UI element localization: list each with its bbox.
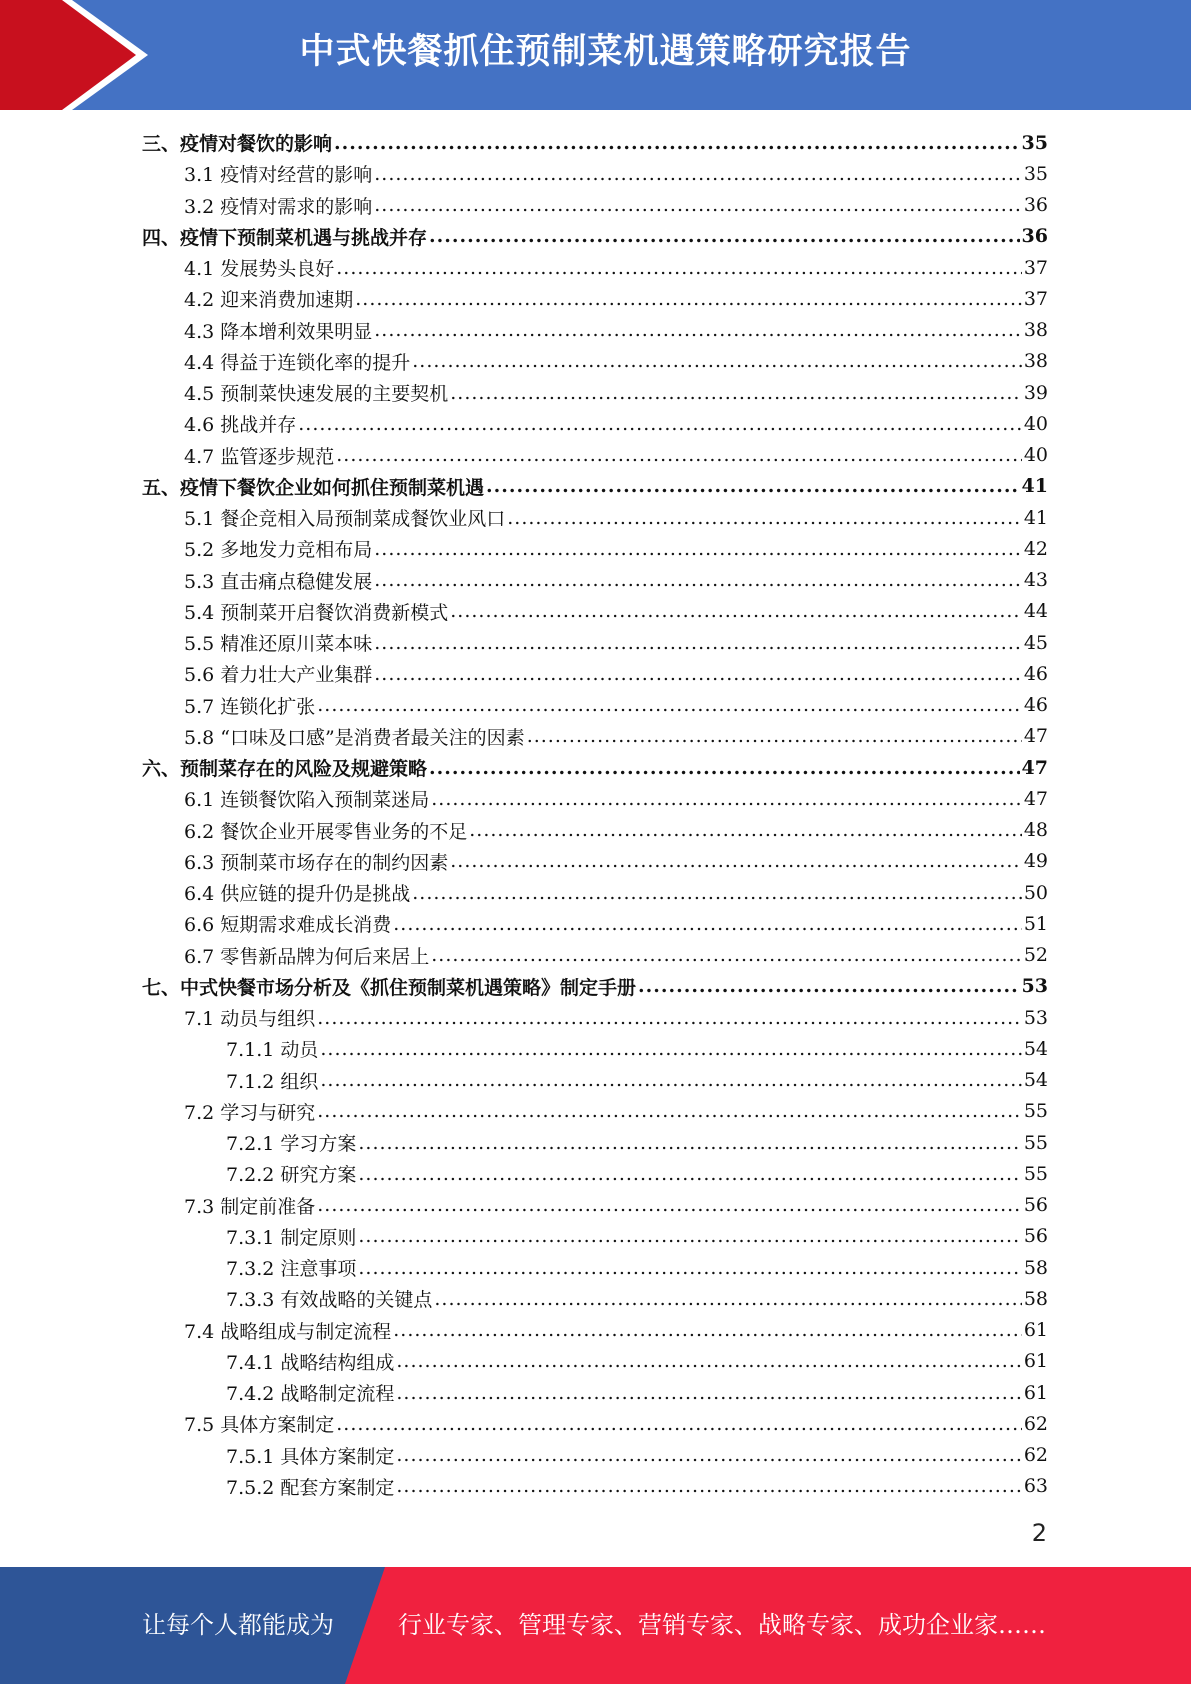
toc-chapter-entry[interactable] <box>142 127 1048 158</box>
toc-page-number: 53 <box>1023 1006 1048 1029</box>
toc-entry-title: 5.1 餐企竞相入局预制菜成餐饮业风口 <box>184 508 506 531</box>
toc-dot-leader <box>412 350 1022 372</box>
toc-section-entry[interactable] <box>142 1065 1048 1096</box>
toc-dot-leader <box>431 944 1022 966</box>
toc-section-entry[interactable] <box>142 1158 1048 1189</box>
toc-entry-title: 5.8 “口味及口感”是消费者最关注的因素 <box>184 726 525 749</box>
toc-chapter-entry[interactable] <box>142 471 1048 502</box>
toc-page-number: 46 <box>1023 662 1048 685</box>
footer-slogan-right: 行业专家、管理专家、营销专家、战略专家、成功企业家…… <box>398 1611 1046 1639</box>
toc-section-entry[interactable] <box>142 815 1048 846</box>
toc-section-entry[interactable] <box>142 658 1048 689</box>
toc-page-number: 40 <box>1023 412 1048 435</box>
toc-dot-leader <box>374 663 1022 685</box>
toc-page-number: 46 <box>1023 694 1048 717</box>
toc-chapter-entry[interactable] <box>142 221 1048 252</box>
toc-entry-title: 7.5.1 具体方案制定 <box>226 1445 395 1468</box>
toc-dot-leader <box>431 788 1022 810</box>
toc-page-number: 63 <box>1023 1475 1048 1498</box>
toc-entry-title: 7.3 制定前准备 <box>184 1195 316 1218</box>
toc-page-number: 41 <box>1021 475 1048 498</box>
toc-entry-title: 四、疫情下预制菜机遇与挑战并存 <box>142 226 428 249</box>
toc-page-number: 58 <box>1023 1256 1048 1279</box>
toc-page-number: 38 <box>1023 319 1048 342</box>
toc-section-entry[interactable] <box>142 1221 1048 1252</box>
toc-dot-leader <box>320 1069 1021 1091</box>
toc-entry-title: 6.4 供应链的提升仍是挑战 <box>184 883 411 906</box>
toc-section-entry[interactable] <box>142 596 1048 627</box>
toc-entry-title: 七、中式快餐市场分析及《抓住预制菜机遇策略》制定手册 <box>142 976 637 999</box>
toc-entry-title: 3.2 疫情对需求的影响 <box>184 195 373 218</box>
document-title: 中式快餐抓住预制菜机遇策略研究报告 <box>299 32 912 72</box>
toc-page-number: 36 <box>1023 194 1048 217</box>
toc-dot-leader <box>393 1319 1022 1341</box>
toc-entry-title: 5.6 着力壮大产业集群 <box>184 664 373 687</box>
toc-dot-leader <box>374 632 1022 654</box>
toc-entry-title: 3.1 疫情对经营的影响 <box>184 164 373 187</box>
toc-page-number: 53 <box>1021 975 1048 998</box>
toc-page-number: 37 <box>1023 287 1048 310</box>
toc-page-number: 47 <box>1023 725 1048 748</box>
toc-dot-leader <box>317 1007 1022 1029</box>
toc-dot-leader <box>393 913 1022 935</box>
toc-dot-leader <box>317 1100 1022 1122</box>
toc-page-number: 39 <box>1023 381 1048 404</box>
toc-section-entry[interactable] <box>142 502 1048 533</box>
toc-page-number: 52 <box>1023 944 1048 967</box>
toc-dot-leader <box>429 225 1020 247</box>
toc-entry-title: 6.7 零售新品牌为何后来居上 <box>184 945 430 968</box>
toc-page-number: 58 <box>1023 1287 1048 1310</box>
toc-entry-title: 6.2 餐饮企业开展零售业务的不足 <box>184 820 468 843</box>
toc-section-entry[interactable] <box>142 190 1048 221</box>
toc-page-number: 61 <box>1023 1350 1048 1373</box>
toc-dot-leader <box>317 694 1022 716</box>
toc-dot-leader <box>374 569 1022 591</box>
toc-page-number: 62 <box>1023 1444 1048 1467</box>
toc-entry-title: 7.5.2 配套方案制定 <box>226 1476 395 1499</box>
toc-section-entry[interactable] <box>142 908 1048 939</box>
toc-section-entry[interactable] <box>142 283 1048 314</box>
toc-entry-title: 4.3 降本增利效果明显 <box>184 320 373 343</box>
toc-dot-leader <box>336 444 1022 466</box>
toc-entry-title: 4.6 挑战并存 <box>184 414 297 437</box>
toc-page-number: 50 <box>1023 881 1048 904</box>
toc-section-entry[interactable] <box>142 1096 1048 1127</box>
toc-dot-leader <box>355 288 1022 310</box>
toc-section-entry[interactable] <box>142 252 1048 283</box>
toc-section-entry[interactable] <box>142 440 1048 471</box>
toc-dot-leader <box>374 319 1022 341</box>
toc-dot-leader <box>374 538 1022 560</box>
toc-entry-title: 5.7 连锁化扩张 <box>184 695 316 718</box>
toc-section-entry[interactable] <box>142 1440 1048 1471</box>
toc-section-entry[interactable] <box>142 1033 1048 1064</box>
toc-entry-title: 7.1 动员与组织 <box>184 1008 316 1031</box>
page-number: 2 <box>1031 1519 1047 1547</box>
toc-entry-title: 7.3.2 注意事项 <box>226 1258 357 1281</box>
toc-entry-title: 7.4 战略组成与制定流程 <box>184 1320 392 1343</box>
toc-section-entry[interactable] <box>142 377 1048 408</box>
toc-section-entry[interactable] <box>142 940 1048 971</box>
toc-section-entry[interactable] <box>142 877 1048 908</box>
toc-section-entry[interactable] <box>142 1408 1048 1439</box>
toc-page-number: 49 <box>1023 850 1048 873</box>
toc-page-number: 37 <box>1023 256 1048 279</box>
toc-section-entry[interactable] <box>142 1377 1048 1408</box>
toc-entry-title: 7.2.1 学习方案 <box>226 1133 357 1156</box>
toc-dot-leader <box>358 1225 1021 1247</box>
toc-page-number: 47 <box>1021 756 1048 779</box>
toc-dot-leader <box>450 382 1022 404</box>
toc-dot-leader <box>358 1257 1021 1279</box>
toc-section-entry[interactable] <box>142 1252 1048 1283</box>
toc-section-entry[interactable] <box>142 627 1048 658</box>
toc-page-number: 36 <box>1021 225 1048 248</box>
toc-page-number: 56 <box>1023 1225 1048 1248</box>
toc-section-entry[interactable] <box>142 565 1048 596</box>
toc-entry-title: 7.1.2 组织 <box>226 1070 319 1093</box>
toc-entry-title: 五、疫情下餐饮企业如何抓住预制菜机遇 <box>142 476 485 499</box>
toc-dot-leader <box>336 257 1022 279</box>
toc-entry-title: 4.1 发展势头良好 <box>184 258 335 281</box>
toc-entry-title: 六、预制菜存在的风险及规避策略 <box>142 758 428 781</box>
toc-page-number: 45 <box>1023 631 1048 654</box>
toc-section-entry[interactable] <box>142 408 1048 439</box>
toc-entry-title: 7.3.1 制定原则 <box>226 1226 357 1249</box>
toc-dot-leader <box>358 1163 1021 1185</box>
toc-section-entry[interactable] <box>142 1190 1048 1221</box>
toc-page-number: 35 <box>1021 131 1048 154</box>
toc-entry-title: 7.2 学习与研究 <box>184 1101 316 1124</box>
toc-section-entry[interactable] <box>142 1002 1048 1033</box>
toc-dot-leader <box>469 819 1022 841</box>
toc-entry-title: 三、疫情对餐饮的影响 <box>142 133 333 156</box>
toc-entry-title: 6.6 短期需求难成长消费 <box>184 914 392 937</box>
toc-dot-leader <box>396 1350 1021 1372</box>
toc-section-entry[interactable] <box>142 346 1048 377</box>
toc-dot-leader <box>336 1413 1022 1435</box>
toc-entry-title: 5.5 精准还原川菜本味 <box>184 633 373 656</box>
toc-dot-leader <box>396 1444 1021 1466</box>
toc-entry-title: 7.3.3 有效战略的关键点 <box>226 1289 433 1312</box>
toc-page-number: 54 <box>1023 1037 1048 1060</box>
toc-entry-title: 7.5 具体方案制定 <box>184 1414 335 1437</box>
toc-page-number: 56 <box>1023 1194 1048 1217</box>
toc-page-number: 38 <box>1023 350 1048 373</box>
toc-dot-leader <box>396 1382 1021 1404</box>
toc-page-number: 61 <box>1023 1381 1048 1404</box>
toc-dot-leader <box>450 850 1022 872</box>
toc-dot-leader <box>334 132 1020 154</box>
toc-dot-leader <box>298 413 1022 435</box>
toc-section-entry[interactable] <box>142 1127 1048 1158</box>
toc-page-number: 40 <box>1023 444 1048 467</box>
toc-page-number: 62 <box>1023 1412 1048 1435</box>
toc-page-number: 42 <box>1023 537 1048 560</box>
toc-section-entry[interactable] <box>142 533 1048 564</box>
toc-page-number: 43 <box>1023 569 1048 592</box>
toc-dot-leader <box>412 882 1022 904</box>
toc-entry-title: 7.1.1 动员 <box>226 1039 319 1062</box>
toc-chapter-entry[interactable] <box>142 752 1048 783</box>
toc-entry-title: 5.2 多地发力竞相布局 <box>184 539 373 562</box>
header-banner <box>0 0 1191 110</box>
toc-dot-leader <box>374 194 1022 216</box>
toc-page-number: 47 <box>1023 787 1048 810</box>
toc-page-number: 51 <box>1023 912 1048 935</box>
toc-dot-leader <box>320 1038 1021 1060</box>
toc-dot-leader <box>358 1132 1021 1154</box>
toc-dot-leader <box>527 725 1022 747</box>
toc-page-number: 54 <box>1023 1069 1048 1092</box>
toc-entry-title: 5.3 直击痛点稳健发展 <box>184 570 373 593</box>
footer-banner <box>0 1567 1191 1684</box>
toc-section-entry[interactable] <box>142 690 1048 721</box>
toc-dot-leader <box>429 757 1020 779</box>
table-of-contents <box>142 127 1048 1502</box>
toc-dot-leader <box>638 975 1020 997</box>
toc-dot-leader <box>434 1288 1021 1310</box>
toc-dot-leader <box>317 1194 1022 1216</box>
toc-entry-title: 7.4.2 战略制定流程 <box>226 1383 395 1406</box>
toc-entry-title: 7.4.1 战略结构组成 <box>226 1351 395 1374</box>
toc-page-number: 48 <box>1023 819 1048 842</box>
footer-slogan-left: 让每个人都能成为 <box>142 1611 334 1639</box>
toc-page-number: 35 <box>1023 162 1048 185</box>
toc-page-number: 55 <box>1023 1100 1048 1123</box>
toc-section-entry[interactable] <box>142 1315 1048 1346</box>
toc-section-entry[interactable] <box>142 158 1048 189</box>
toc-entry-title: 4.4 得益于连锁化率的提升 <box>184 351 411 374</box>
toc-entry-title: 4.2 迎来消费加速期 <box>184 289 354 312</box>
toc-section-entry[interactable] <box>142 1283 1048 1314</box>
toc-section-entry[interactable] <box>142 315 1048 346</box>
toc-section-entry[interactable] <box>142 846 1048 877</box>
toc-page-number: 55 <box>1023 1162 1048 1185</box>
toc-section-entry[interactable] <box>142 1471 1048 1502</box>
toc-page-number: 61 <box>1023 1319 1048 1342</box>
toc-page-number: 55 <box>1023 1131 1048 1154</box>
toc-dot-leader <box>486 475 1020 497</box>
toc-page-number: 41 <box>1023 506 1048 529</box>
toc-entry-title: 4.5 预制菜快速发展的主要契机 <box>184 383 449 406</box>
toc-entry-title: 7.2.2 研究方案 <box>226 1164 357 1187</box>
toc-dot-leader <box>450 600 1022 622</box>
toc-entry-title: 4.7 监管逐步规范 <box>184 445 335 468</box>
toc-entry-title: 5.4 预制菜开启餐饮消费新模式 <box>184 601 449 624</box>
toc-entry-title: 6.3 预制菜市场存在的制约因素 <box>184 851 449 874</box>
toc-chapter-entry[interactable] <box>142 971 1048 1002</box>
toc-dot-leader <box>396 1475 1021 1497</box>
toc-dot-leader <box>507 507 1022 529</box>
toc-entry-title: 6.1 连锁餐饮陷入预制菜迷局 <box>184 789 430 812</box>
toc-page-number: 44 <box>1023 600 1048 623</box>
toc-section-entry[interactable] <box>142 1346 1048 1377</box>
toc-dot-leader <box>374 163 1022 185</box>
toc-section-entry[interactable] <box>142 783 1048 814</box>
toc-section-entry[interactable] <box>142 721 1048 752</box>
